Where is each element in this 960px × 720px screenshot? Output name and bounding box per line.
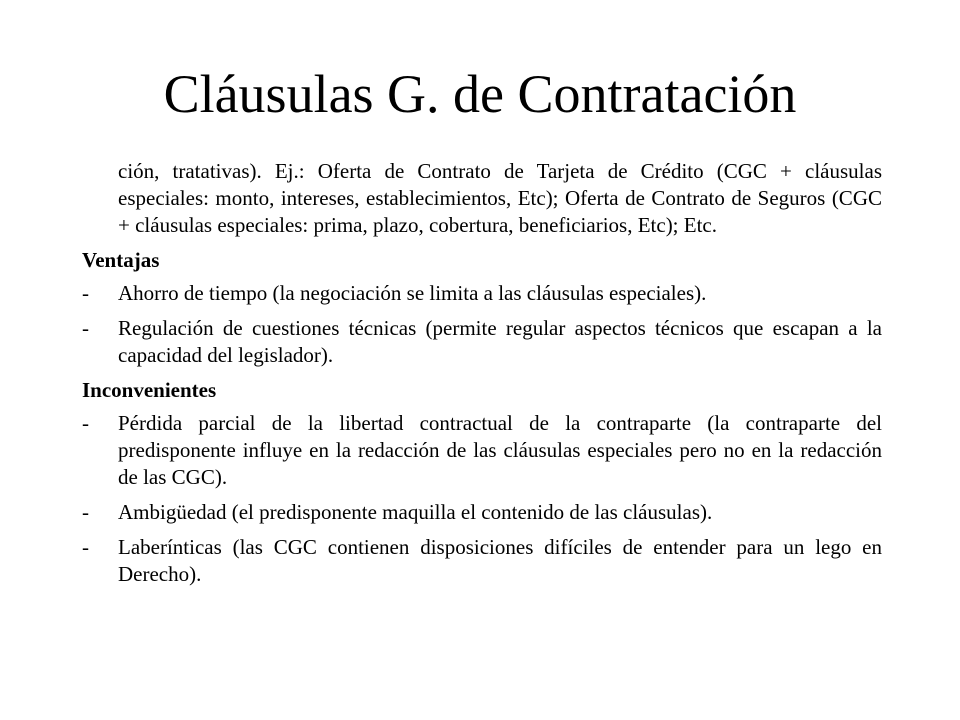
inconvenientes-item: [82, 499, 882, 526]
ventajas-item-text: Ahorro de tiempo (la negociación se limita a las cláusulas especiales).: [118, 281, 707, 305]
inconvenientes-item-text: Laberínticas (las CGC contienen disposiciones difíciles de entender para un lego en Derecho).: [118, 535, 882, 586]
slide-body: [82, 158, 882, 596]
slide-title: Cláusulas G. de Contratación: [163, 64, 797, 124]
ventajas-heading: Ventajas: [82, 248, 160, 272]
bullet-dash: -: [82, 316, 89, 340]
bullet-dash: -: [82, 281, 89, 305]
ventajas-item-text: Regulación de cuestiones técnicas (permite regular aspectos técnicos que escapan a la capacidad del legislador).: [118, 316, 882, 367]
bullet-dash: -: [82, 535, 89, 559]
inconvenientes-item-text: Ambigüedad (el predisponente maquilla el contenido de las cláusulas).: [118, 500, 713, 524]
bullet-dash: -: [82, 500, 89, 524]
ventajas-item: [82, 280, 882, 307]
ventajas-item: [82, 315, 882, 369]
inconvenientes-heading: Inconvenientes: [82, 378, 217, 402]
inconvenientes-item: [82, 410, 882, 491]
intro-paragraph: ción, tratativas). Ej.: Oferta de Contrato de Tarjeta de Crédito (CGC + cláusulas especiales: monto, intereses, establecimientos, Etc); Oferta de Contrato de Seguros (CGC + cláusulas especiales: prima, plazo, cobertura, beneficiarios, Etc); Etc.: [118, 159, 882, 237]
inconvenientes-item-text: Pérdida parcial de la libertad contractual de la contraparte (la contraparte del predisponente influye en la redacción de las cláusulas especiales pero no en la redacción de las CGC).: [118, 411, 882, 489]
bullet-dash: -: [82, 411, 89, 435]
inconvenientes-item: [82, 534, 882, 588]
